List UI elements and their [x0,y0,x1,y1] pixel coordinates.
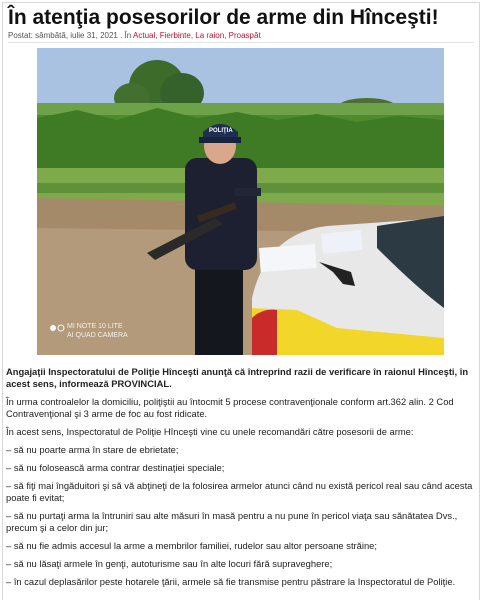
posted-label: Postat: [8,31,33,40]
recommendation-item: – să nu lăsaţi armele în genţi, autoturisme sau în alte locuri fără supraveghere; [6,558,333,569]
recommendation-item: – să nu purtaţi arma la întruniri sau alte măsuri în masă pentru a nu pune în pericol viaţa sau sănătatea Dvs., precum şi a celor din jur; [6,510,458,533]
cap-text: POLIŢIA [209,128,233,134]
article-photo [37,48,444,355]
watermark-line-1: MI NOTE 10 LITE [67,323,123,330]
recommendation-item: – să nu folosească arma contrar destinaţiei speciale; [6,462,225,473]
category-link-proaspat[interactable]: Proaspăt [228,31,261,40]
paragraph: În urma controalelor la domiciliu, poliţiştii au întocmit 5 procese contravenţionale conform art.362 alin. 2 Cod Contravenţional şi 3 arme de foc au fost ridicate. [6,396,454,419]
recommendation-item: – să nu poarte arma în stare de ebrietate; [6,444,179,455]
category-link-actual[interactable]: Actual [133,31,156,40]
in-label: . În [120,31,132,40]
paragraph: În acest sens, Inspectoratul de Poliţie Hînceşti vine cu unele recomandări către posesorii de arme: [6,426,414,437]
recommendation-item: – în cazul deplasărilor peste hotarele ţării, armele să fie transmise pentru păstrare la Inspectoratul de Poliţie. [6,576,456,587]
recommendation-item: – să nu fie admis accesul la arme a membrilor familiei, rudelor sau altor persoane străine; [6,540,377,551]
post-date: sâmbătă, iulie 31, 2021 [35,31,118,40]
article-body [6,366,476,594]
article-title: În atenţia posesorilor de arme din Hînceşti! [8,6,439,29]
camera-watermark [49,322,128,340]
camera-dots-icon [49,324,65,332]
category-link-la-raion[interactable]: La raion [195,31,225,40]
title-divider [8,42,474,43]
watermark-line-2: AI QUAD CAMERA [67,332,128,339]
article-lead: Angajaţii Inspectoratului de Poliţie Hînceşti anunţă că întreprind razii de verificare în raionul Hînceşti, în acest sens, informează PROVINCIAL. [6,366,469,389]
recommendation-item: – să fiţi mai îngăduitori şi să vă abţineţi de la folosirea armelor atunci când nu există pericol real sau când acesta poate fi evitat; [6,480,473,503]
category-link-fierbinte[interactable]: Fierbinte [159,31,191,40]
post-meta: Postat: sâmbătă, iulie 31, 2021 . În Actual, Fierbinte, La raion, Proaspăt [8,31,261,40]
